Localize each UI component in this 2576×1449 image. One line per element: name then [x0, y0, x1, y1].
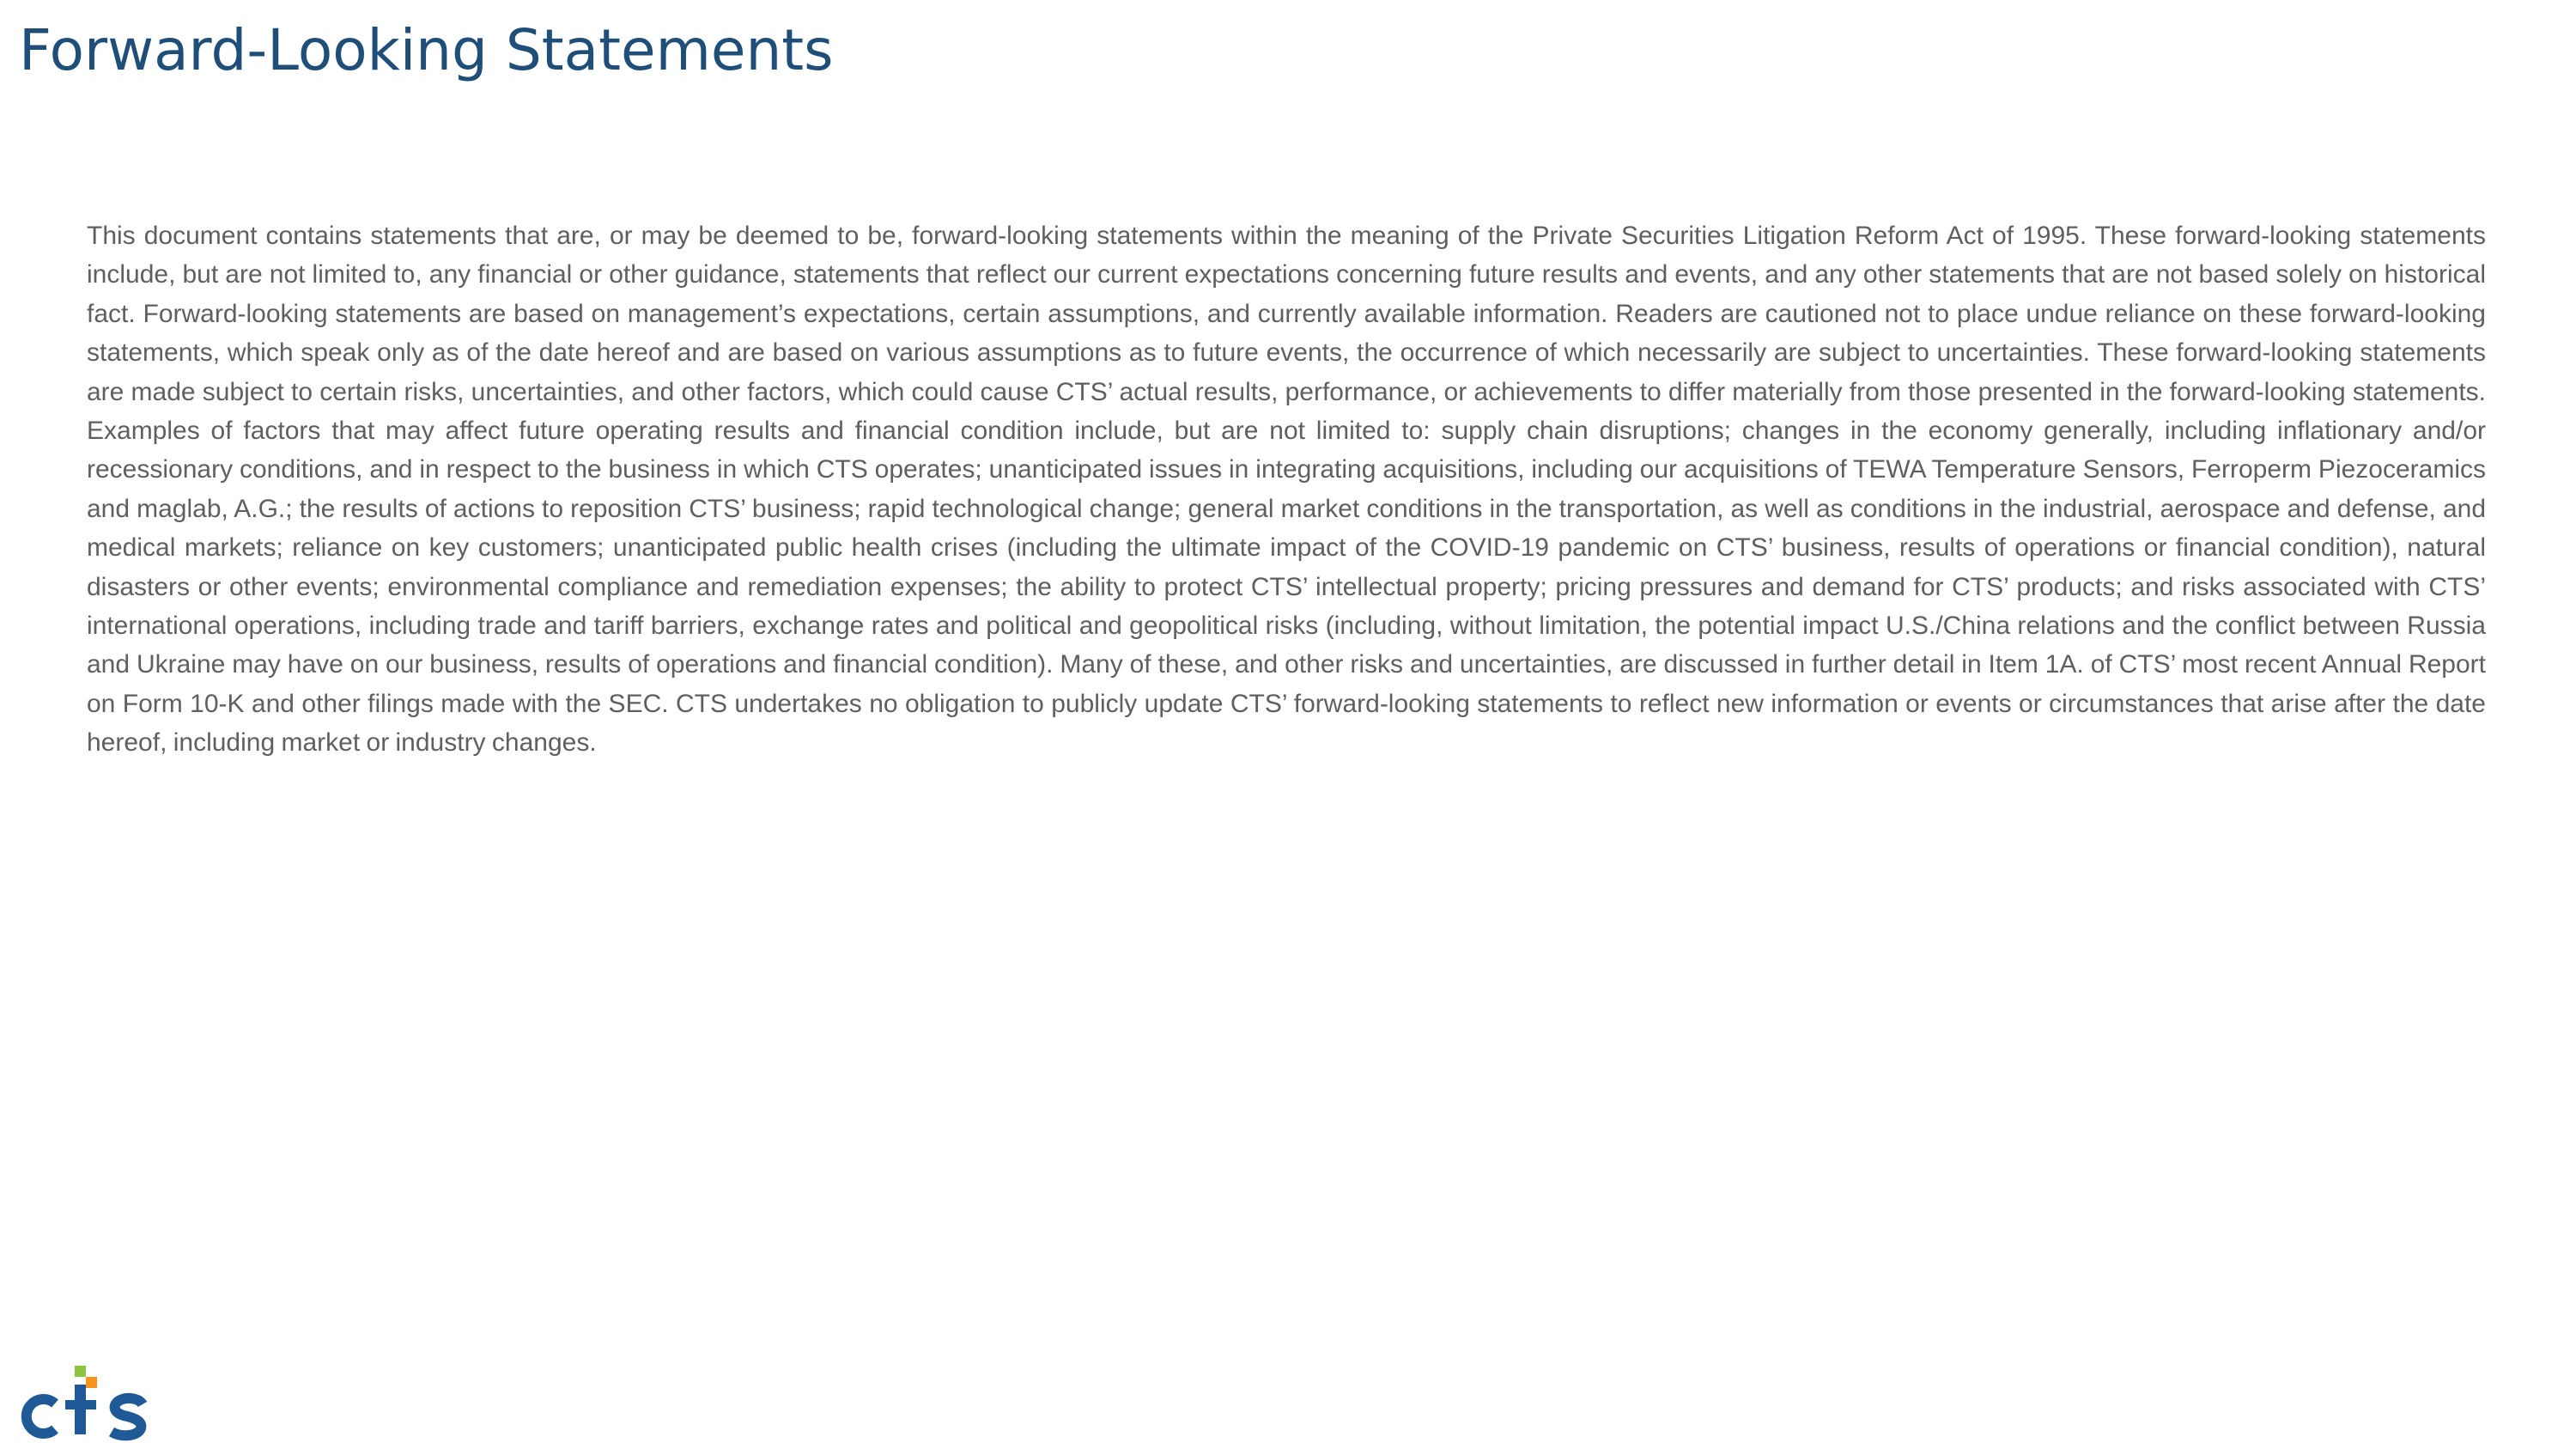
forward-looking-statement-text: This document contains statements that are, or may be deemed to be, forward-looking statements within the meaning of the Private Securities Litigation Reform Act of 1995. These forward-looking statements include, but are not limited to, any financial or other guidance, statements that reflect our current expectations concerning future results and events, and any other statements that are not based solely on historical fact. Forward-looking statements are based on management’s expectations, certain assumptions, and currently available information. Readers are cautioned not to place undue reliance on these forward-looking statements, which speak only as of the date hereof and are based on various assumptions as to future events, the occurrence of which necessarily are subject to uncertainties. These forward-looking statements are made subject to certain risks, uncertainties, and other factors, which could cause CTS’ actual results, performance, or achievements to differ materially from those presented in the forward-looking statements. Examples of factors that may affect future operating results and financial condition include, but are not limited to: supply chain disruptions; changes in the economy generally, including inflationary and/or recessionary conditions, and in respect to the business in which CTS operates; unanticipated issues in integrating acquisitions, including our acquisitions of TEWA Temperature Sensors, Ferroperm Piezoceramics and maglab, A.G.; the results of actions to reposition CTS’ business; rapid technological change; general market conditions in the transportation, as well as conditions in the industrial, aerospace and defense, and medical markets; reliance on key customers; unanticipated public health crises (including the ultimate impact of the COVID-19 pandemic on CTS’ business, results of operations or financial condition), natural disasters or other events; environmental compliance and remediation expenses; the ability to protect CTS’ intellectual property; pricing pressures and demand for CTS’ products; and risks associated with CTS’ international operations, including trade and tariff barriers, exchange rates and political and geopolitical risks (including, without limitation, the potential impact U.S./China relations and the conflict between Russia and Ukraine may have on our business, results of operations and financial condition). Many of these, and other risks and uncertainties, are discussed in further detail in Item 1A. of CTS’ most recent Annual Report on Form 10-K and other filings made with the SEC. CTS undertakes no obligation to publicly update CTS’ forward-looking statements to reflect new information or events or circumstances that arise after the date hereof, including market or industry changes. [87, 222, 2486, 758]
slide-title: Forward-Looking Statements [19, 17, 834, 83]
logo-letter-t-bar [65, 1400, 96, 1409]
cts-logo [14, 1366, 156, 1445]
logo-letter-c [27, 1399, 55, 1434]
logo-accent-green [75, 1366, 86, 1377]
logo-letter-s [112, 1398, 143, 1435]
logo-accent-orange [86, 1377, 97, 1388]
